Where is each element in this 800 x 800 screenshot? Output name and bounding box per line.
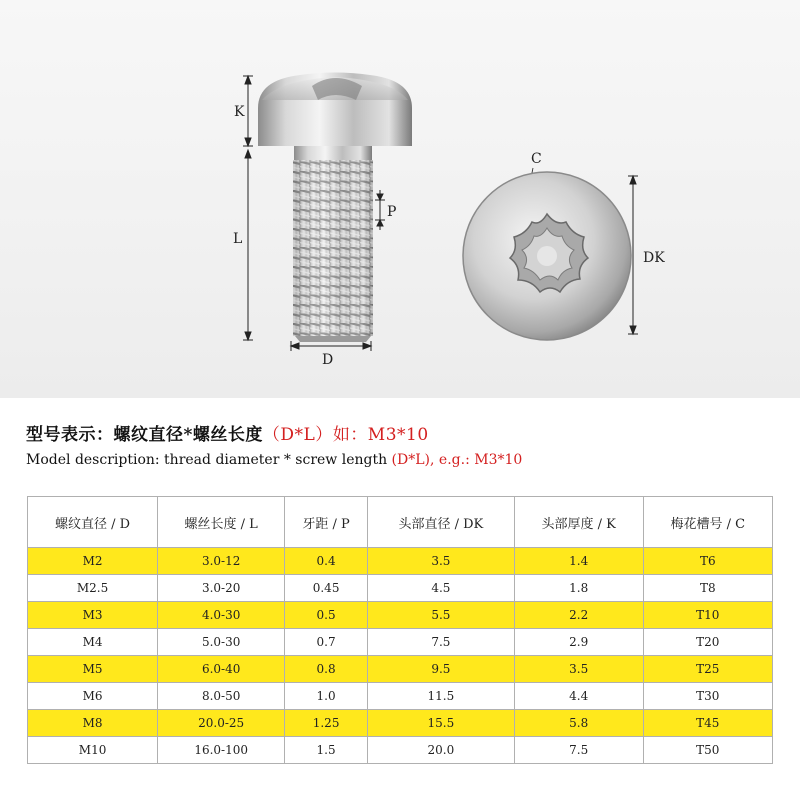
table-cell: 20.0-25 — [158, 710, 285, 737]
table-cell: T50 — [643, 737, 772, 764]
table-cell: M10 — [28, 737, 158, 764]
spec-table — [27, 496, 773, 764]
table-cell: 11.5 — [368, 683, 515, 710]
table-cell: T6 — [643, 548, 772, 575]
header-thread-diameter: 螺纹直径 / D — [28, 497, 158, 548]
table-cell: T45 — [643, 710, 772, 737]
table-cell: 15.5 — [368, 710, 515, 737]
dim-label-k: K — [234, 104, 245, 120]
description-en-prefix: Model description: thread diameter * screw length — [26, 452, 388, 468]
screw-top-view — [463, 172, 631, 340]
table-cell: 4.5 — [368, 575, 515, 602]
table-cell: 1.25 — [285, 710, 368, 737]
table-cell: 0.4 — [285, 548, 368, 575]
table-row — [28, 548, 773, 575]
table-cell: 4.0-30 — [158, 602, 285, 629]
table-cell: 4.4 — [514, 683, 643, 710]
table-row — [28, 710, 773, 737]
product-photo — [0, 0, 800, 398]
table-cell: 0.5 — [285, 602, 368, 629]
table-row — [28, 656, 773, 683]
table-cell: M4 — [28, 629, 158, 656]
table-cell: M2.5 — [28, 575, 158, 602]
table-cell: 0.45 — [285, 575, 368, 602]
table-cell: 2.9 — [514, 629, 643, 656]
table-cell: 1.0 — [285, 683, 368, 710]
table-cell: 8.0-50 — [158, 683, 285, 710]
header-head-thickness: 头部厚度 / K — [514, 497, 643, 548]
table-cell: T20 — [643, 629, 772, 656]
dim-label-l: L — [233, 231, 243, 247]
screw-dimension-diagram — [0, 0, 800, 398]
dim-label-p: P — [387, 204, 397, 220]
table-cell: 20.0 — [368, 737, 515, 764]
table-cell: M2 — [28, 548, 158, 575]
table-header-row — [28, 497, 773, 548]
description-en-format: (D*L), — [387, 452, 435, 468]
table-cell: 1.8 — [514, 575, 643, 602]
table-cell: M5 — [28, 656, 158, 683]
table-cell: T30 — [643, 683, 772, 710]
table-cell: 7.5 — [368, 629, 515, 656]
model-description-en — [26, 452, 522, 468]
table-cell: 16.0-100 — [158, 737, 285, 764]
table-cell: 1.5 — [285, 737, 368, 764]
table-cell: M6 — [28, 683, 158, 710]
table-row — [28, 737, 773, 764]
dim-label-d: D — [322, 352, 334, 368]
model-description-zh — [26, 420, 429, 445]
table-cell: 0.8 — [285, 656, 368, 683]
description-zh-example: 如：M3*10 — [332, 425, 429, 445]
table-cell: 3.5 — [514, 656, 643, 683]
table-cell: 6.0-40 — [158, 656, 285, 683]
table-cell: 5.8 — [514, 710, 643, 737]
table-cell: 5.5 — [368, 602, 515, 629]
table-cell: 3.0-20 — [158, 575, 285, 602]
table-cell: T25 — [643, 656, 772, 683]
header-screw-length: 螺丝长度 / L — [158, 497, 285, 548]
header-pitch: 牙距 / P — [285, 497, 368, 548]
table-cell: T8 — [643, 575, 772, 602]
header-torx-size: 梅花槽号 / C — [643, 497, 772, 548]
table-row — [28, 683, 773, 710]
description-zh-prefix: 型号表示：螺纹直径*螺丝长度 — [26, 425, 263, 445]
table-cell: 3.0-12 — [158, 548, 285, 575]
table-cell: 9.5 — [368, 656, 515, 683]
table-cell: 5.0-30 — [158, 629, 285, 656]
dim-label-dk: DK — [643, 250, 665, 266]
table-row — [28, 629, 773, 656]
table-cell: T10 — [643, 602, 772, 629]
table-cell: 3.5 — [368, 548, 515, 575]
table-cell: 7.5 — [514, 737, 643, 764]
description-en-example: e.g.: M3*10 — [434, 452, 523, 468]
table-row — [28, 602, 773, 629]
table-cell: M3 — [28, 602, 158, 629]
table-cell: 1.4 — [514, 548, 643, 575]
header-head-diameter: 头部直径 / DK — [368, 497, 515, 548]
dim-label-c: C — [531, 151, 542, 167]
table-cell: 0.7 — [285, 629, 368, 656]
table-row — [28, 575, 773, 602]
description-zh-format: （D*L） — [262, 425, 333, 445]
table-cell: M8 — [28, 710, 158, 737]
table-cell: 2.2 — [514, 602, 643, 629]
